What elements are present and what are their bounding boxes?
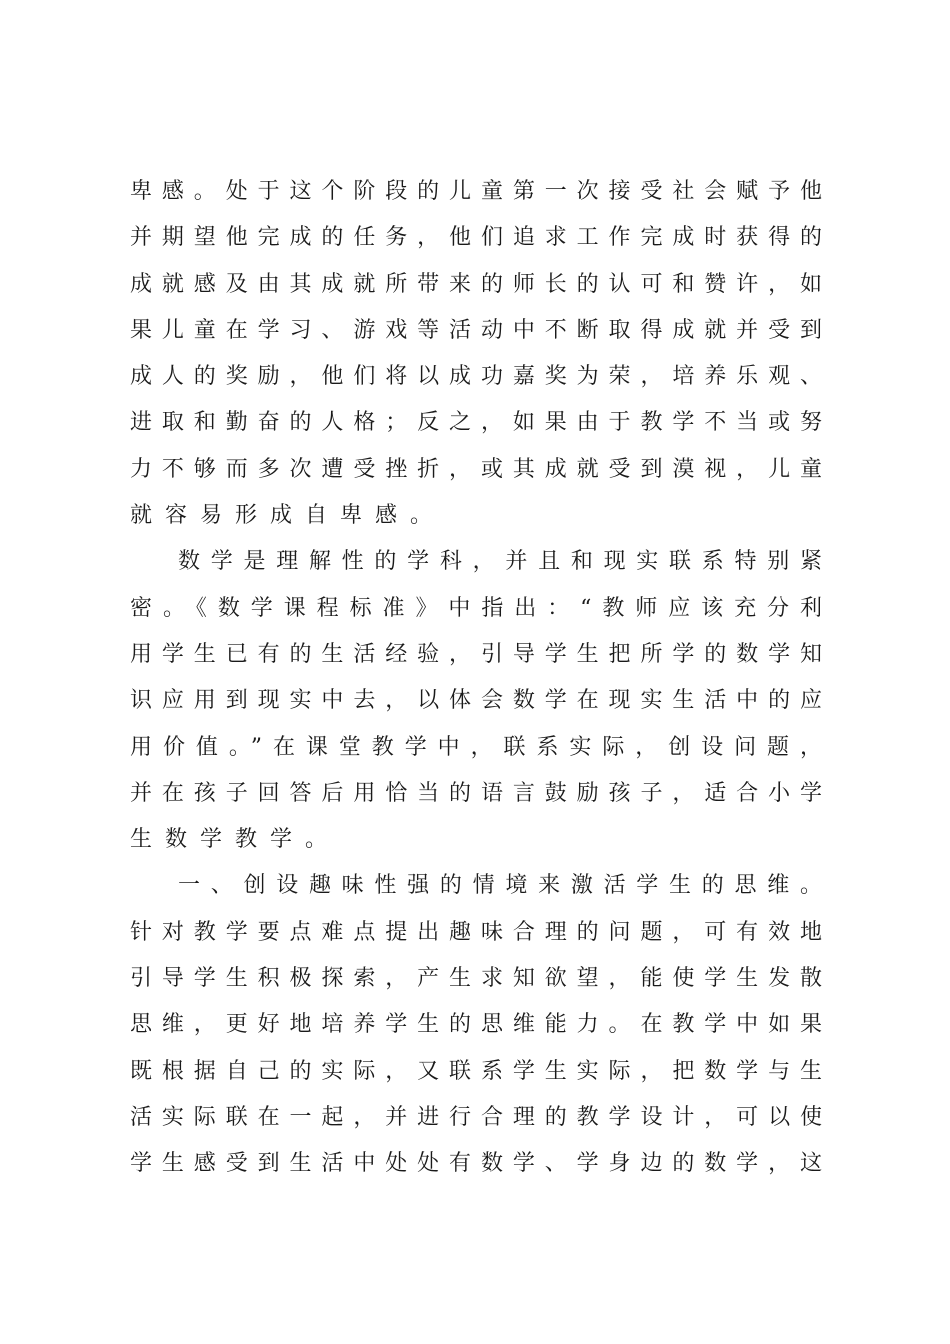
paragraph-1-line-4: 果儿童在学习、游戏等活动中不断取得成就并受到 <box>130 317 822 343</box>
paragraph-3-line-4: 思维，更好地培养学生的思维能力。在教学中如果 <box>130 1012 822 1038</box>
paragraph-1-line-8: 就容易形成自卑感。 <box>130 503 446 529</box>
paragraph-3-line-5: 既根据自己的实际，又联系学生实际，把数学与生 <box>130 1058 822 1084</box>
paragraph-2-line-7: 生数学教学。 <box>130 827 341 853</box>
paragraph-2-line-6: 并在孩子回答后用恰当的语言鼓励孩子，适合小学 <box>130 780 822 806</box>
paragraph-1-line-5: 成人的奖励，他们将以成功嘉奖为荣，培养乐观、 <box>130 364 822 390</box>
paragraph-1-line-3: 成就感及由其成就所带来的师长的认可和赞许，如 <box>130 271 822 297</box>
paragraph-1-line-1: 卑感。处于这个阶段的儿童第一次接受社会赋予他 <box>130 179 822 204</box>
paragraph-2-line-2: 密。《数学课程标准》中指出：“教师应该充分利 <box>130 595 822 621</box>
paragraph-2-line-5: 用价值。”在课堂教学中，联系实际，创设问题， <box>130 734 822 760</box>
paragraph-3-line-3: 引导学生积极探索，产生求知欲望，能使学生发散 <box>130 966 822 992</box>
paragraph-1-line-7: 力不够而多次遭受挫折，或其成就受到漠视，儿童 <box>130 456 822 482</box>
paragraph-3-line-2: 针对教学要点难点提出趣味合理的问题，可有效地 <box>130 919 822 945</box>
paragraph-2-line-4: 识应用到现实中去，以体会数学在现实生活中的应 <box>130 688 822 714</box>
paragraph-1-line-2: 并期望他完成的任务，他们追求工作完成时获得的 <box>130 225 822 251</box>
paragraph-1-line-6: 进取和勤奋的人格；反之，如果由于教学不当或努 <box>130 410 822 436</box>
paragraph-2-line-1: 数学是理解性的学科，并且和现实联系特别紧 <box>178 549 822 575</box>
paragraph-3-line-7: 学生感受到生活中处处有数学、学身边的数学，这 <box>130 1151 822 1177</box>
paragraph-3-heading-line: 一、创设趣味性强的情境来激活学生的思维。 <box>178 873 822 899</box>
paragraph-3-line-6: 活实际联在一起，并进行合理的教学设计，可以使 <box>130 1104 822 1130</box>
body-text <box>130 169 822 1188</box>
paragraph-2-line-3: 用学生已有的生活经验，引导学生把所学的数学知 <box>130 641 822 667</box>
